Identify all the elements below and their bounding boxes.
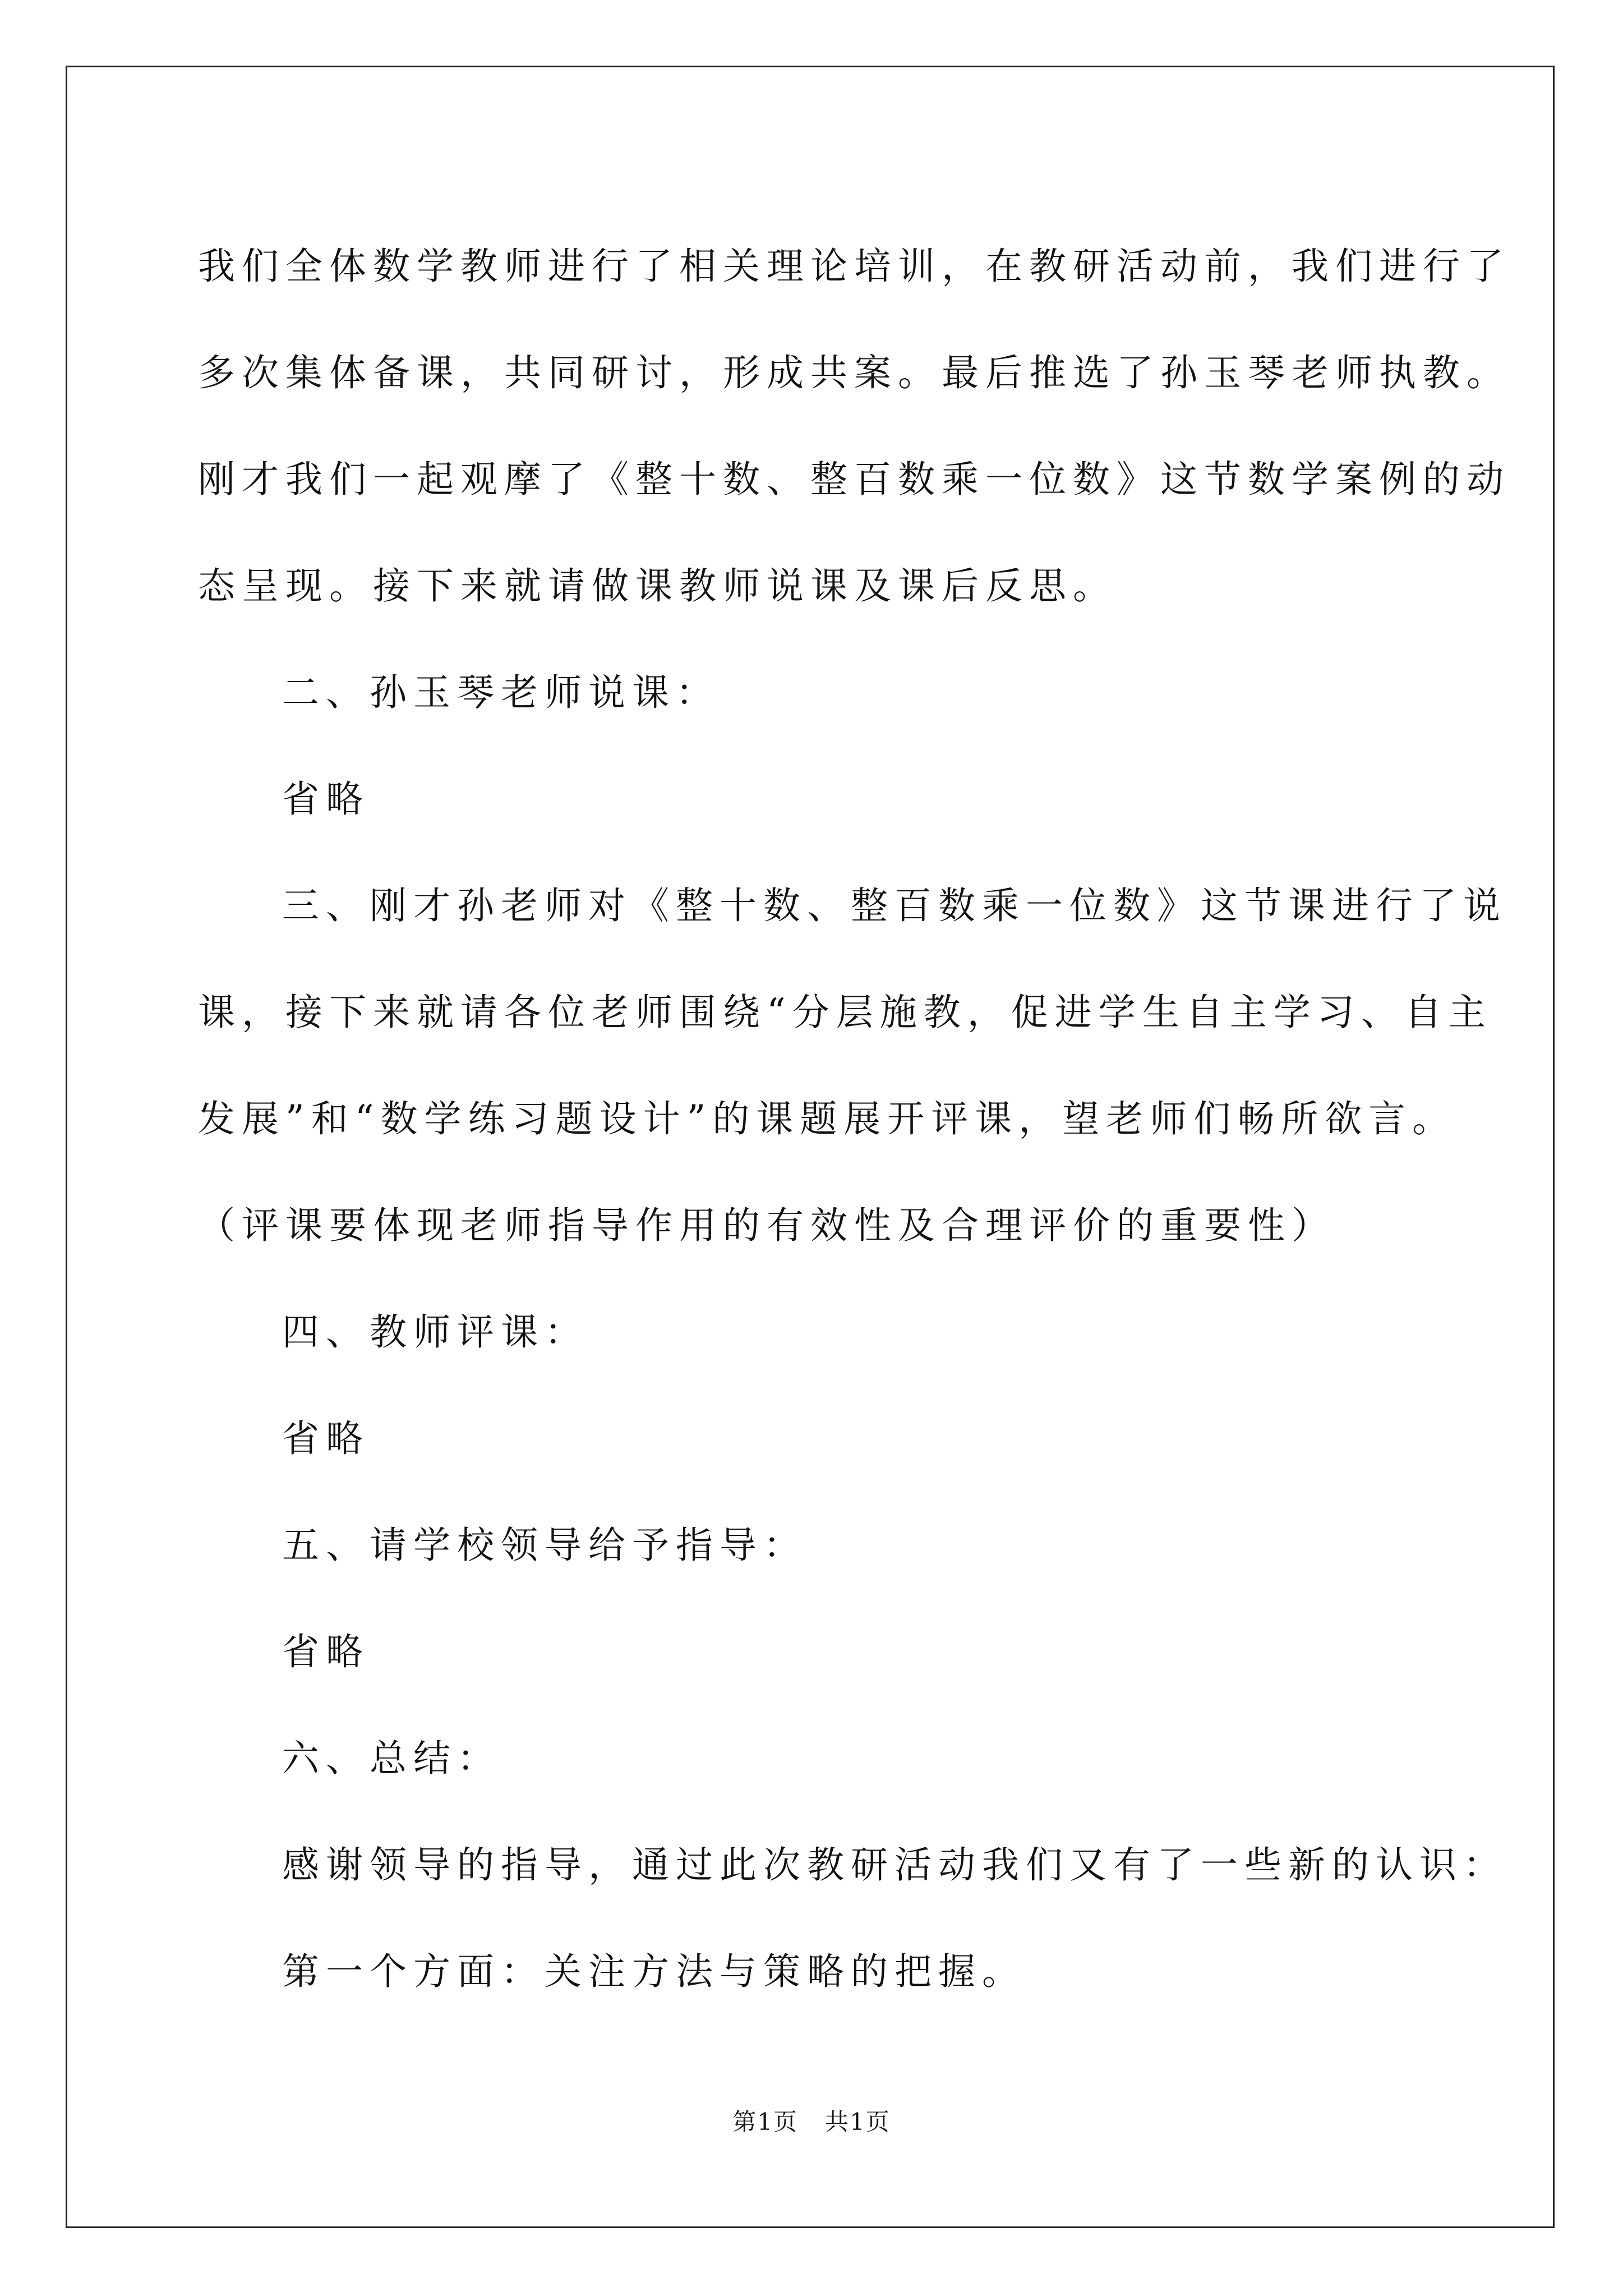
text-line: 发展”和“数学练习题设计”的课题展开评课，望老师们畅所欲言。 — [198, 1097, 1456, 1140]
paragraph — [198, 1599, 1426, 1705]
paragraph — [198, 746, 1426, 853]
text-line: 多次集体备课，共同研讨，形成共案。最后推选了孙玉琴老师执教。 — [198, 351, 1510, 394]
text-line: 二、孙玉琴老师说课： — [282, 671, 720, 714]
text-line: 省略 — [282, 777, 370, 821]
page-total: 共1页 — [825, 2108, 891, 2136]
text-line: 四、教师评课： — [282, 1310, 588, 1354]
text-line: 五、请学校领导给予指导： — [282, 1524, 807, 1567]
paragraph — [198, 1918, 1426, 2025]
paragraph-continuation — [198, 959, 1492, 1279]
text-line: 刚才我们一起观摩了《整十数、整百数乘一位数》这节数学案例的动 — [198, 458, 1510, 501]
text-line: 省略 — [282, 1630, 370, 1673]
text-line: 三、刚才孙老师对《整十数、整百数乘一位数》这节课进行了说 — [282, 884, 1507, 927]
page-number: 第1页 — [732, 2108, 798, 2136]
text-line: 我们全体数学教师进行了相关理论培训，在教研活动前，我们进行了 — [198, 245, 1510, 288]
paragraph — [198, 1386, 1426, 1492]
paragraph — [198, 213, 1510, 639]
text-line: 态呈现。接下来就请做课教师说课及课后反思。 — [198, 564, 1117, 608]
paragraph — [198, 853, 1507, 959]
text-line: 第一个方面：关注方法与策略的把握。 — [282, 1950, 1026, 1993]
document-body — [198, 213, 1510, 2025]
section-heading — [198, 1279, 1426, 1386]
text-line: （评课要体现老师指导作用的有效性及合理评价的重要性） — [198, 1204, 1335, 1247]
text-line: 六、总结： — [282, 1737, 501, 1780]
paragraph — [198, 1812, 1507, 1918]
section-heading — [198, 639, 1426, 746]
page-footer — [0, 2104, 1623, 2137]
text-line: 课，接下来就请各位老师围绕“分层施教，促进学生自主学习、自主 — [198, 991, 1492, 1034]
section-heading — [198, 1492, 1426, 1599]
section-heading — [198, 1705, 1426, 1812]
text-line: 省略 — [282, 1417, 370, 1460]
text-line: 感谢领导的指导，通过此次教研活动我们又有了一些新的认识： — [282, 1843, 1507, 1887]
